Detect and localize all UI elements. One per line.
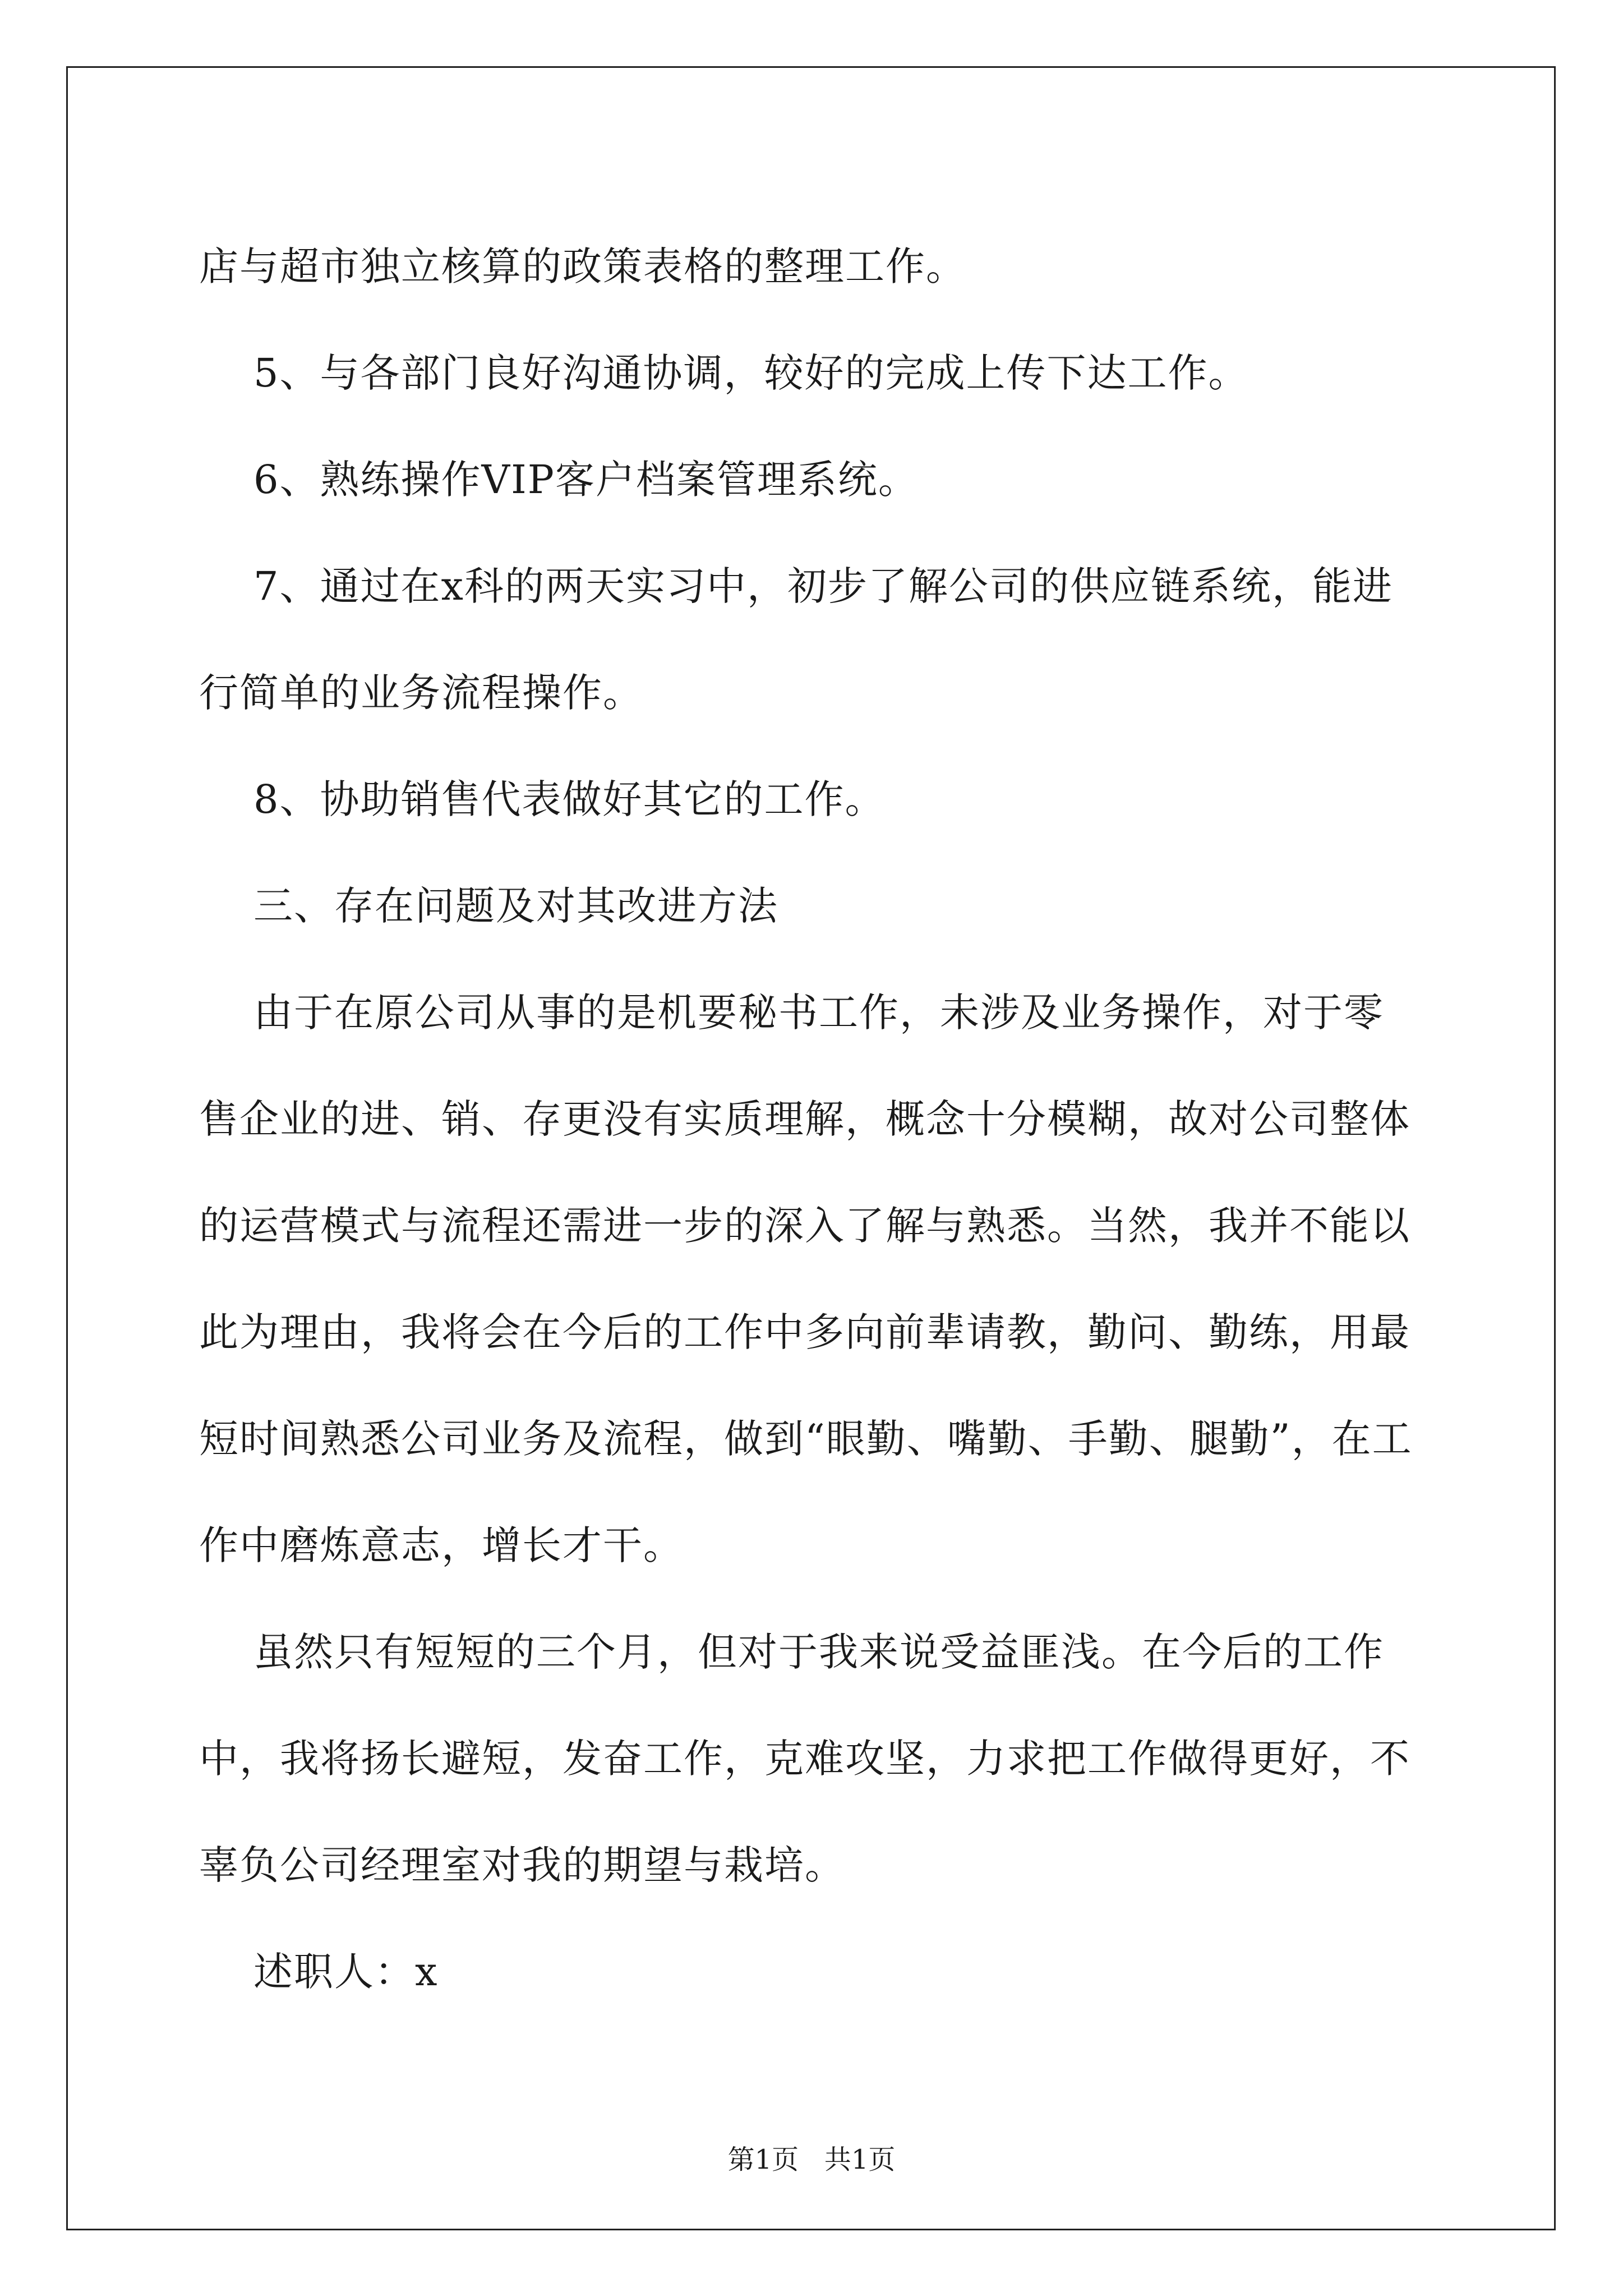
signature-line: 述职人：x bbox=[199, 1949, 439, 1995]
text-line-10: 的运营模式与流程还需进一步的深入了解与熟悉。当然，我并不能以 bbox=[199, 1203, 1410, 1249]
text-line-11: 此为理由，我将会在今后的工作中多向前辈请教，勤问、勤练，用最 bbox=[199, 1309, 1410, 1355]
text-line-6: 8、协助销售代表做好其它的工作。 bbox=[199, 776, 886, 822]
text-line-12: 短时间熟悉公司业务及流程，做到“眼勤、嘴勤、手勤、腿勤”，在工 bbox=[199, 1416, 1413, 1462]
text-line-9: 售企业的进、销、存更没有实质理解，概念十分模糊，故对公司整体 bbox=[199, 1096, 1410, 1142]
text-line-3: 6、熟练操作VIP客户档案管理系统。 bbox=[199, 457, 919, 503]
text-line-16: 辜负公司经理室对我的期望与栽培。 bbox=[199, 1842, 845, 1888]
text-line-15: 中，我将扬长避短，发奋工作，克难攻坚，力求把工作做得更好，不 bbox=[199, 1736, 1410, 1782]
text-line-8: 由于在原公司从事的是机要秘书工作，未涉及业务操作，对于零 bbox=[199, 990, 1385, 1036]
section-heading: 三、存在问题及对其改进方法 bbox=[199, 883, 779, 929]
text-line-13: 作中磨炼意志，增长才干。 bbox=[199, 1522, 684, 1568]
text-line-4: 7、通过在x科的两天实习中，初步了解公司的供应链系统，能进 bbox=[199, 563, 1394, 609]
text-line-14: 虽然只有短短的三个月，但对于我来说受益匪浅。在今后的工作 bbox=[199, 1629, 1385, 1675]
text-line-1: 店与超市独立核算的政策表格的整理工作。 bbox=[199, 243, 966, 289]
document-body bbox=[199, 213, 1433, 2025]
text-line-2: 5、与各部门良好沟通协调，较好的完成上传下达工作。 bbox=[199, 350, 1249, 396]
page-number-footer: 第1页 共1页 bbox=[727, 2144, 896, 2175]
text-line-5: 行简单的业务流程操作。 bbox=[199, 670, 643, 716]
